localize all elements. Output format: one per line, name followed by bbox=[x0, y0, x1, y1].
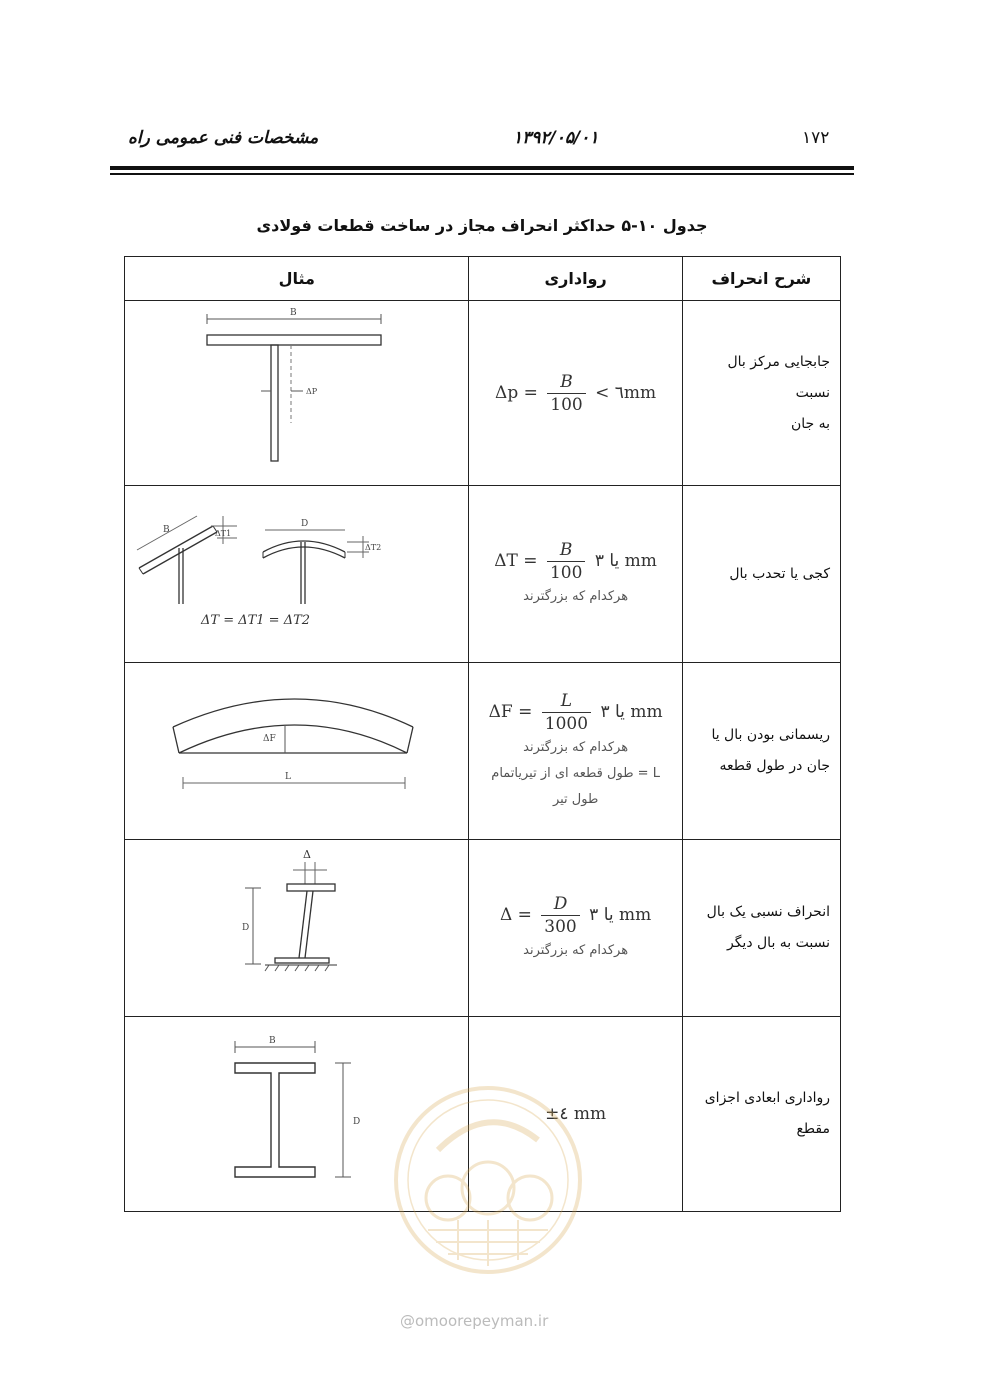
header-description: شرح انحراف bbox=[682, 257, 840, 301]
description-cell bbox=[682, 486, 840, 663]
header-title: مشخصات فنی عمومی راه bbox=[128, 128, 319, 148]
dim-label-t1: ΔT1 bbox=[215, 529, 232, 538]
tolerance-fraction bbox=[542, 690, 591, 735]
dim-label-l: L bbox=[285, 772, 291, 782]
dim-label-b2: D bbox=[301, 519, 309, 529]
tolerance-rhs: یا ۳ mm bbox=[589, 904, 652, 925]
tolerance-note: هرکدام که بزرگترند bbox=[523, 739, 629, 755]
watermark-url: @omoorepeyman.ir bbox=[400, 1312, 549, 1330]
table-caption: جدول ۱۰-۵ حداکثر انحراف مجاز در ساخت قطعات فولادی bbox=[256, 216, 708, 235]
flange-tilt-formula: ΔT = ΔT1 = ΔT2 bbox=[201, 613, 311, 628]
description-cell bbox=[682, 840, 840, 1017]
description-cell bbox=[682, 663, 840, 840]
tolerance-lhs: ΔF = bbox=[488, 701, 533, 722]
tolerance-table bbox=[124, 256, 841, 1212]
sweep-figure bbox=[125, 663, 469, 835]
tolerance-note: طول تیر bbox=[552, 791, 599, 807]
example-cell bbox=[125, 486, 469, 663]
dim-label-b1: B bbox=[163, 525, 170, 535]
example-cell bbox=[125, 840, 469, 1017]
description-line: جان در طول قطعه bbox=[719, 758, 830, 774]
description-line: ریسمانی بودن بال یا bbox=[711, 727, 830, 743]
dim-label-dp: ΔP bbox=[306, 387, 318, 396]
description-line: نسبت به بال دیگر bbox=[726, 935, 830, 951]
tolerance-rhs: < ٦mm bbox=[595, 382, 657, 403]
description-cell bbox=[682, 301, 840, 486]
tolerance-lhs: ΔT = bbox=[494, 550, 538, 571]
tee-eccentricity-figure bbox=[125, 301, 469, 481]
flange-tilt-figure bbox=[125, 486, 469, 658]
header-rule-thin bbox=[110, 173, 854, 175]
table-row bbox=[125, 486, 841, 663]
watermark-logo bbox=[388, 1080, 588, 1280]
fraction-denominator: 100 bbox=[549, 562, 583, 583]
dim-label-delta: Δ bbox=[303, 848, 311, 861]
dim-label-d: D bbox=[353, 1117, 361, 1127]
dim-label-df: ΔF bbox=[263, 734, 276, 744]
dim-label-d: D bbox=[242, 923, 250, 933]
fraction-denominator: 1000 bbox=[544, 713, 589, 734]
example-cell bbox=[125, 301, 469, 486]
table-row bbox=[125, 301, 841, 486]
description-line: به جان bbox=[790, 415, 830, 432]
tolerance-note: هرکدام که بزرگترند bbox=[523, 588, 629, 604]
fraction-denominator: 300 bbox=[544, 916, 577, 937]
tolerance-rhs: یا ۳ mm bbox=[600, 701, 663, 722]
description-cell bbox=[682, 1017, 840, 1212]
fraction-numerator: B bbox=[547, 371, 585, 394]
description-line: کجی یا تحدب بال bbox=[729, 565, 830, 582]
table-row bbox=[125, 663, 841, 840]
example-cell bbox=[125, 663, 469, 840]
tolerance-cell bbox=[469, 663, 682, 840]
tolerance-cell bbox=[469, 486, 682, 663]
fraction-numerator: L bbox=[542, 690, 591, 713]
page-number: ۱۷۲ bbox=[802, 128, 830, 148]
description-line: انحراف نسبی یک بال bbox=[706, 904, 830, 920]
tolerance-fraction bbox=[541, 893, 579, 938]
description-line: مقطع bbox=[796, 1121, 830, 1137]
dim-label-b: B bbox=[269, 1036, 276, 1046]
dim-label-t2: ΔT2 bbox=[365, 543, 382, 552]
table-header-row bbox=[125, 257, 841, 301]
tolerance-value: ±٤ mm bbox=[545, 1104, 607, 1124]
tolerance-lhs: Δp = bbox=[495, 382, 538, 403]
flange-offset-figure bbox=[125, 840, 469, 1012]
header-example: مثال bbox=[125, 257, 469, 301]
header-date: ۱۳۹۲/۰۵/۰۱ bbox=[513, 128, 599, 148]
dim-label-b: B bbox=[290, 308, 297, 318]
tolerance-fraction bbox=[547, 539, 585, 584]
tolerance-cell bbox=[469, 840, 682, 1017]
tolerance-lhs: Δ = bbox=[499, 904, 532, 925]
fraction-numerator: D bbox=[541, 893, 579, 916]
tolerance-cell bbox=[469, 301, 682, 486]
tolerance-rhs: یا ۳ mm bbox=[594, 550, 657, 571]
table-row bbox=[125, 840, 841, 1017]
header-tolerance: رواداری bbox=[469, 257, 682, 301]
description-line: رواداری ابعادی اجزای bbox=[704, 1090, 830, 1106]
header-rule-thick bbox=[110, 166, 854, 170]
description-line: جابجایی مرکز بال نسبت bbox=[727, 353, 830, 401]
tolerance-note: هرکدام که بزرگترند bbox=[523, 942, 629, 958]
fraction-denominator: 100 bbox=[550, 394, 583, 415]
fraction-numerator: B bbox=[547, 539, 585, 562]
tolerance-note: L = طول قطعه ای از تیریاتمام bbox=[491, 765, 660, 781]
tolerance-fraction bbox=[547, 371, 585, 416]
